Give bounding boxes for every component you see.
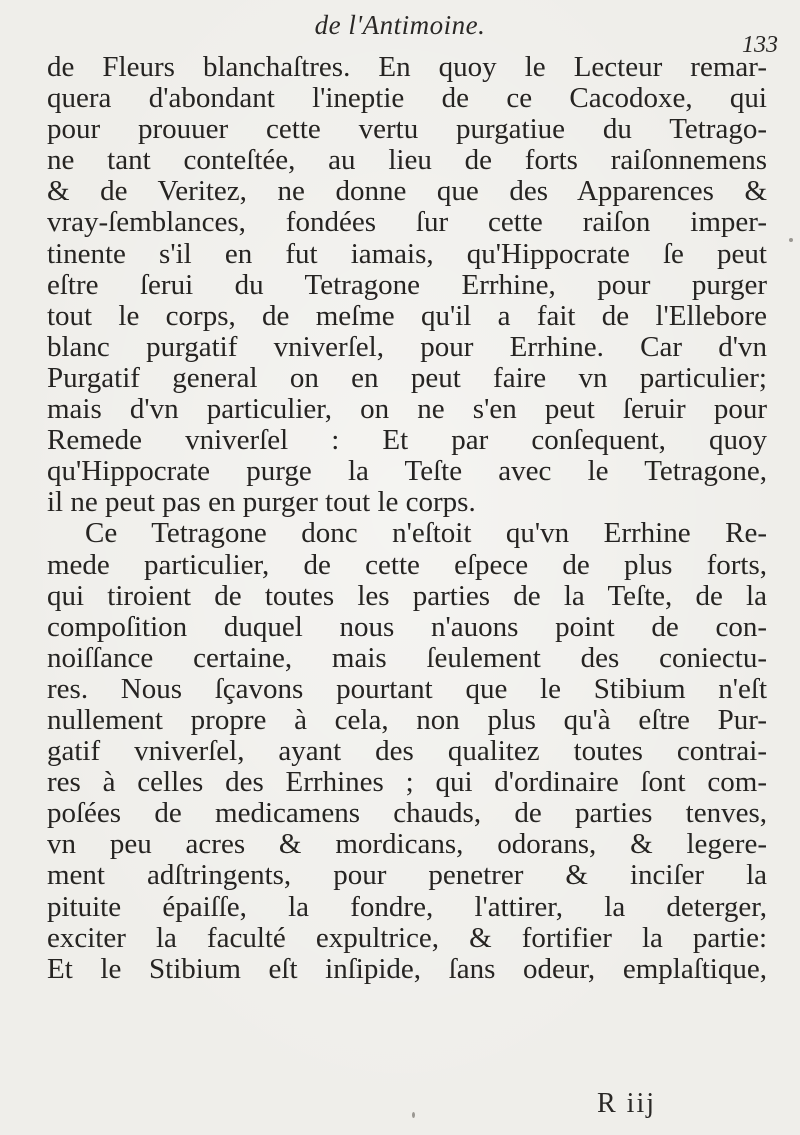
text-line-30: Et le Stibium eſt inſipide, ſans odeur, emplaſtique, [47, 952, 767, 985]
text-line-8: eſtre ſerui du Tetragone Errhine, pour purger [47, 268, 767, 301]
text-line-14: qu'Hippocrate purge la Teſte avec le Tetragone, [47, 455, 767, 488]
text-line-19: compoſition duquel nous n'auons point de con- [47, 610, 767, 643]
running-head: de l'Antimoine. [314, 10, 486, 40]
body-text [47, 52, 767, 985]
page-number: 133 [742, 32, 778, 58]
text-line-2: quera d'abondant l'ineptie de ce Cacodoxe, qui [47, 82, 767, 115]
text-line-21: res. Nous ſçavons pourtant que le Stibium n'eſt [47, 672, 767, 705]
paper-speck [789, 238, 793, 242]
text-line-5: & de Veritez, ne donne que des Apparences & [47, 175, 767, 208]
text-line-25: poſées de medicamens chauds, de parties tenves, [47, 797, 767, 830]
text-line-3: pour prouuer cette vertu purgatiue du Tetrago- [47, 113, 767, 146]
text-line-16: Ce Tetragone donc n'eſtoit qu'vn Errhine Re- [85, 517, 767, 550]
paper-speck [412, 1112, 415, 1118]
text-line-24: res à celles des Errhines ; qui d'ordinaire ſont com- [47, 766, 767, 799]
text-line-1: de Fleurs blanchaſtres. En quoy le Lecteur remar- [47, 51, 767, 83]
text-line-29: exciter la faculté expultrice, & fortifier la partie: [47, 921, 767, 954]
text-line-27: ment adſtringents, pour penetrer & inciſer la [47, 859, 767, 892]
text-line-26: vn peu acres & mordicans, odorans, & legere- [47, 828, 767, 861]
text-line-15: il ne peut pas en purger tout le corps. [47, 486, 476, 519]
text-line-22: nullement propre à cela, non plus qu'à eſtre Pur- [47, 703, 767, 736]
signature-mark: R iij [597, 1088, 657, 1119]
text-line-13: Remede vniverſel : Et par conſequent, quoy [47, 424, 767, 457]
text-line-20: noiſſance certaine, mais ſeulement des coniectu- [47, 641, 767, 674]
text-line-4: ne tant conteſtée, au lieu de forts raiſonnemens [47, 144, 767, 177]
text-line-23: gatif vniverſel, ayant des qualitez toutes contrai- [47, 735, 767, 768]
text-line-9: tout le corps, de meſme qu'il a fait de l'Ellebore [47, 299, 767, 332]
text-line-12: mais d'vn particulier, on ne s'en peut ſeruir pour [47, 393, 767, 426]
text-line-11: Purgatif general on en peut faire vn particulier; [47, 361, 767, 394]
text-line-28: pituite épaiſſe, la fondre, l'attirer, la deterger, [47, 890, 767, 923]
text-line-10: blanc purgatif vniverſel, pour Errhine. Car d'vn [47, 330, 767, 363]
text-line-7: tinente s'il en fut iamais, qu'Hippocrate ſe peut [47, 237, 767, 270]
text-line-18: qui tiroient de toutes les parties de la Teſte, de la [47, 579, 767, 612]
text-line-6: vray-ſemblances, fondées ſur cette raiſon imper- [47, 206, 767, 239]
text-line-17: mede particulier, de cette eſpece de plus forts, [47, 548, 767, 581]
